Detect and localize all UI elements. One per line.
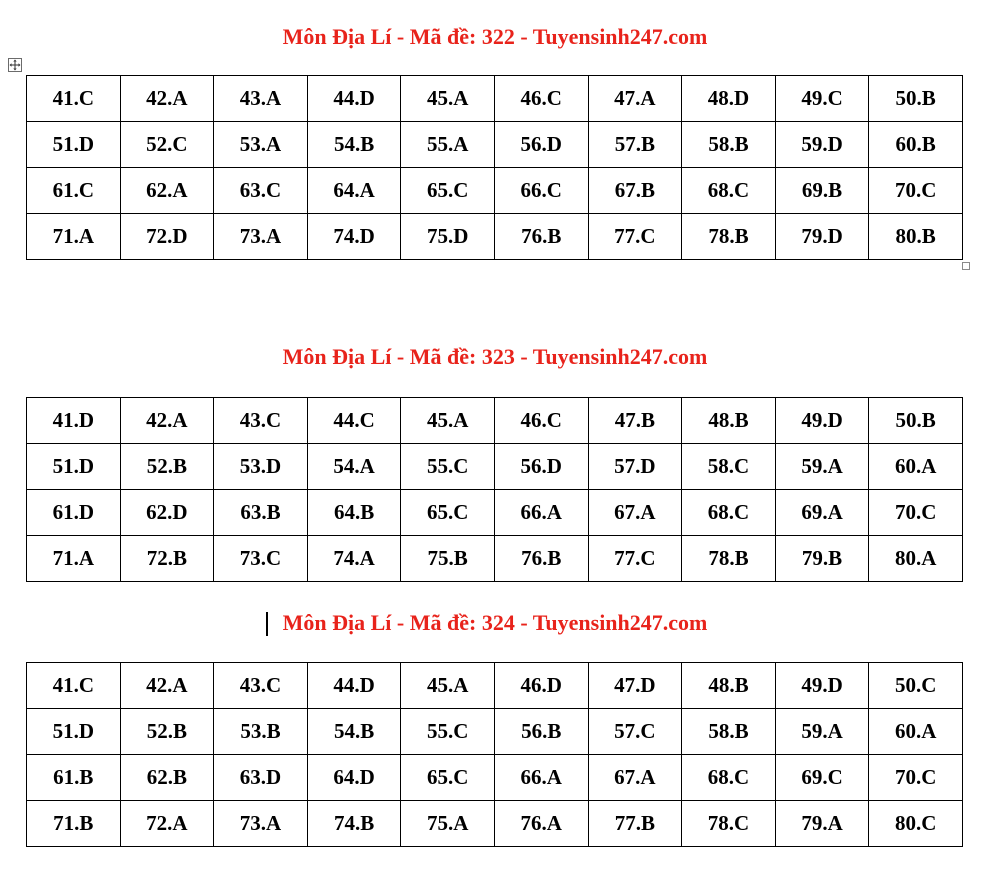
table-row: [27, 214, 963, 260]
answer-cell: 53.A: [214, 122, 308, 168]
answer-cell: 71.A: [27, 536, 121, 582]
answer-cell: 80.B: [869, 214, 963, 260]
answer-cell: 65.C: [401, 168, 495, 214]
answer-cell: 45.A: [401, 398, 495, 444]
answer-cell: 68.C: [682, 755, 776, 801]
answer-cell: 56.D: [494, 122, 588, 168]
answer-cell: 43.C: [214, 663, 308, 709]
answer-cell: 68.C: [682, 168, 776, 214]
answer-cell: 77.C: [588, 214, 682, 260]
answer-cell: 54.B: [307, 122, 401, 168]
answer-cell: 74.B: [307, 801, 401, 847]
answer-cell: 41.C: [27, 76, 121, 122]
answer-cell: 53.D: [214, 444, 308, 490]
section-title-323: Môn Địa Lí - Mã đề: 323 - Tuyensinh247.com: [282, 344, 708, 369]
answer-cell: 73.C: [214, 536, 308, 582]
table-row: [27, 709, 963, 755]
answer-cell: 74.D: [307, 214, 401, 260]
answer-cell: 44.D: [307, 663, 401, 709]
answer-cell: 50.C: [869, 663, 963, 709]
answer-cell: 80.A: [869, 536, 963, 582]
answer-cell: 46.C: [494, 76, 588, 122]
answer-cell: 45.A: [401, 76, 495, 122]
answer-cell: 61.B: [27, 755, 121, 801]
answer-cell: 55.C: [401, 444, 495, 490]
answer-cell: 47.B: [588, 398, 682, 444]
answer-cell: 67.A: [588, 490, 682, 536]
answer-cell: 46.C: [494, 398, 588, 444]
table-row: [27, 168, 963, 214]
answer-cell: 55.C: [401, 709, 495, 755]
answer-cell: 57.B: [588, 122, 682, 168]
answer-cell: 54.A: [307, 444, 401, 490]
answer-cell: 50.B: [869, 76, 963, 122]
table-row: [27, 663, 963, 709]
answer-cell: 62.A: [120, 168, 214, 214]
answer-cell: 42.A: [120, 663, 214, 709]
answer-cell: 61.D: [27, 490, 121, 536]
answer-cell: 66.A: [494, 755, 588, 801]
answer-cell: 60.B: [869, 122, 963, 168]
answer-cell: 62.B: [120, 755, 214, 801]
table-row: [27, 801, 963, 847]
answer-table-322: [26, 75, 963, 260]
answer-cell: 70.C: [869, 755, 963, 801]
table-resize-handle-icon[interactable]: [962, 262, 970, 270]
answer-cell: 77.C: [588, 536, 682, 582]
table-row: [27, 76, 963, 122]
answer-cell: 61.C: [27, 168, 121, 214]
answer-cell: 78.B: [682, 536, 776, 582]
answer-cell: 65.C: [401, 755, 495, 801]
answer-cell: 58.B: [682, 709, 776, 755]
answer-cell: 52.B: [120, 709, 214, 755]
answer-cell: 47.A: [588, 76, 682, 122]
table-move-handle-icon[interactable]: [8, 58, 22, 72]
answer-cell: 80.C: [869, 801, 963, 847]
answer-cell: 42.A: [120, 398, 214, 444]
answer-cell: 64.B: [307, 490, 401, 536]
answer-cell: 64.A: [307, 168, 401, 214]
answer-cell: 59.A: [775, 444, 869, 490]
answer-cell: 78.C: [682, 801, 776, 847]
answer-cell: 56.D: [494, 444, 588, 490]
answer-cell: 71.A: [27, 214, 121, 260]
table-row: [27, 490, 963, 536]
answer-cell: 70.C: [869, 490, 963, 536]
answer-cell: 58.C: [682, 444, 776, 490]
answer-cell: 76.B: [494, 536, 588, 582]
answer-cell: 51.D: [27, 444, 121, 490]
answer-cell: 51.D: [27, 709, 121, 755]
table-row: [27, 398, 963, 444]
answer-cell: 75.B: [401, 536, 495, 582]
answer-cell: 53.B: [214, 709, 308, 755]
answer-cell: 49.C: [775, 76, 869, 122]
answer-cell: 63.D: [214, 755, 308, 801]
answer-cell: 44.D: [307, 76, 401, 122]
answer-cell: 66.C: [494, 168, 588, 214]
answer-cell: 63.C: [214, 168, 308, 214]
answer-cell: 45.A: [401, 663, 495, 709]
answer-cell: 70.C: [869, 168, 963, 214]
answer-table-323: [26, 397, 963, 582]
answer-cell: 72.A: [120, 801, 214, 847]
answer-cell: 77.B: [588, 801, 682, 847]
answer-cell: 73.A: [214, 214, 308, 260]
answer-cell: 42.A: [120, 76, 214, 122]
answer-cell: 41.D: [27, 398, 121, 444]
answer-cell: 76.A: [494, 801, 588, 847]
answer-cell: 75.D: [401, 214, 495, 260]
answer-cell: 54.B: [307, 709, 401, 755]
answer-cell: 76.B: [494, 214, 588, 260]
answer-cell: 64.D: [307, 755, 401, 801]
answer-cell: 47.D: [588, 663, 682, 709]
answer-cell: 74.A: [307, 536, 401, 582]
answer-cell: 41.C: [27, 663, 121, 709]
answer-cell: 44.C: [307, 398, 401, 444]
answer-cell: 69.B: [775, 168, 869, 214]
answer-cell: 46.D: [494, 663, 588, 709]
answer-cell: 48.D: [682, 76, 776, 122]
section-title-322: Môn Địa Lí - Mã đề: 322 - Tuyensinh247.com: [282, 24, 708, 49]
answer-cell: 67.B: [588, 168, 682, 214]
answer-cell: 52.B: [120, 444, 214, 490]
table-row: [27, 444, 963, 490]
answer-cell: 79.A: [775, 801, 869, 847]
answer-cell: 69.C: [775, 755, 869, 801]
answer-cell: 62.D: [120, 490, 214, 536]
answer-table-324: [26, 662, 963, 847]
answer-cell: 67.A: [588, 755, 682, 801]
answer-cell: 55.A: [401, 122, 495, 168]
answer-cell: 69.A: [775, 490, 869, 536]
answer-cell: 75.A: [401, 801, 495, 847]
table-row: [27, 755, 963, 801]
answer-cell: 79.D: [775, 214, 869, 260]
answer-cell: 52.C: [120, 122, 214, 168]
table-row: [27, 122, 963, 168]
answer-cell: 57.C: [588, 709, 682, 755]
answer-cell: 49.D: [775, 663, 869, 709]
answer-cell: 71.B: [27, 801, 121, 847]
answer-cell: 66.A: [494, 490, 588, 536]
answer-cell: 50.B: [869, 398, 963, 444]
answer-cell: 48.B: [682, 663, 776, 709]
answer-cell: 73.A: [214, 801, 308, 847]
answer-cell: 79.B: [775, 536, 869, 582]
answer-cell: 43.C: [214, 398, 308, 444]
answer-cell: 57.D: [588, 444, 682, 490]
answer-cell: 49.D: [775, 398, 869, 444]
answer-cell: 59.A: [775, 709, 869, 755]
answer-cell: 68.C: [682, 490, 776, 536]
section-title-324: Môn Địa Lí - Mã đề: 324 - Tuyensinh247.com: [282, 610, 708, 635]
answer-cell: 60.A: [869, 709, 963, 755]
table-row: [27, 536, 963, 582]
answer-cell: 59.D: [775, 122, 869, 168]
answer-cell: 72.D: [120, 214, 214, 260]
answer-cell: 65.C: [401, 490, 495, 536]
answer-cell: 63.B: [214, 490, 308, 536]
answer-cell: 58.B: [682, 122, 776, 168]
answer-cell: 43.A: [214, 76, 308, 122]
answer-cell: 56.B: [494, 709, 588, 755]
answer-cell: 72.B: [120, 536, 214, 582]
answer-cell: 48.B: [682, 398, 776, 444]
answer-cell: 51.D: [27, 122, 121, 168]
answer-cell: 78.B: [682, 214, 776, 260]
answer-cell: 60.A: [869, 444, 963, 490]
